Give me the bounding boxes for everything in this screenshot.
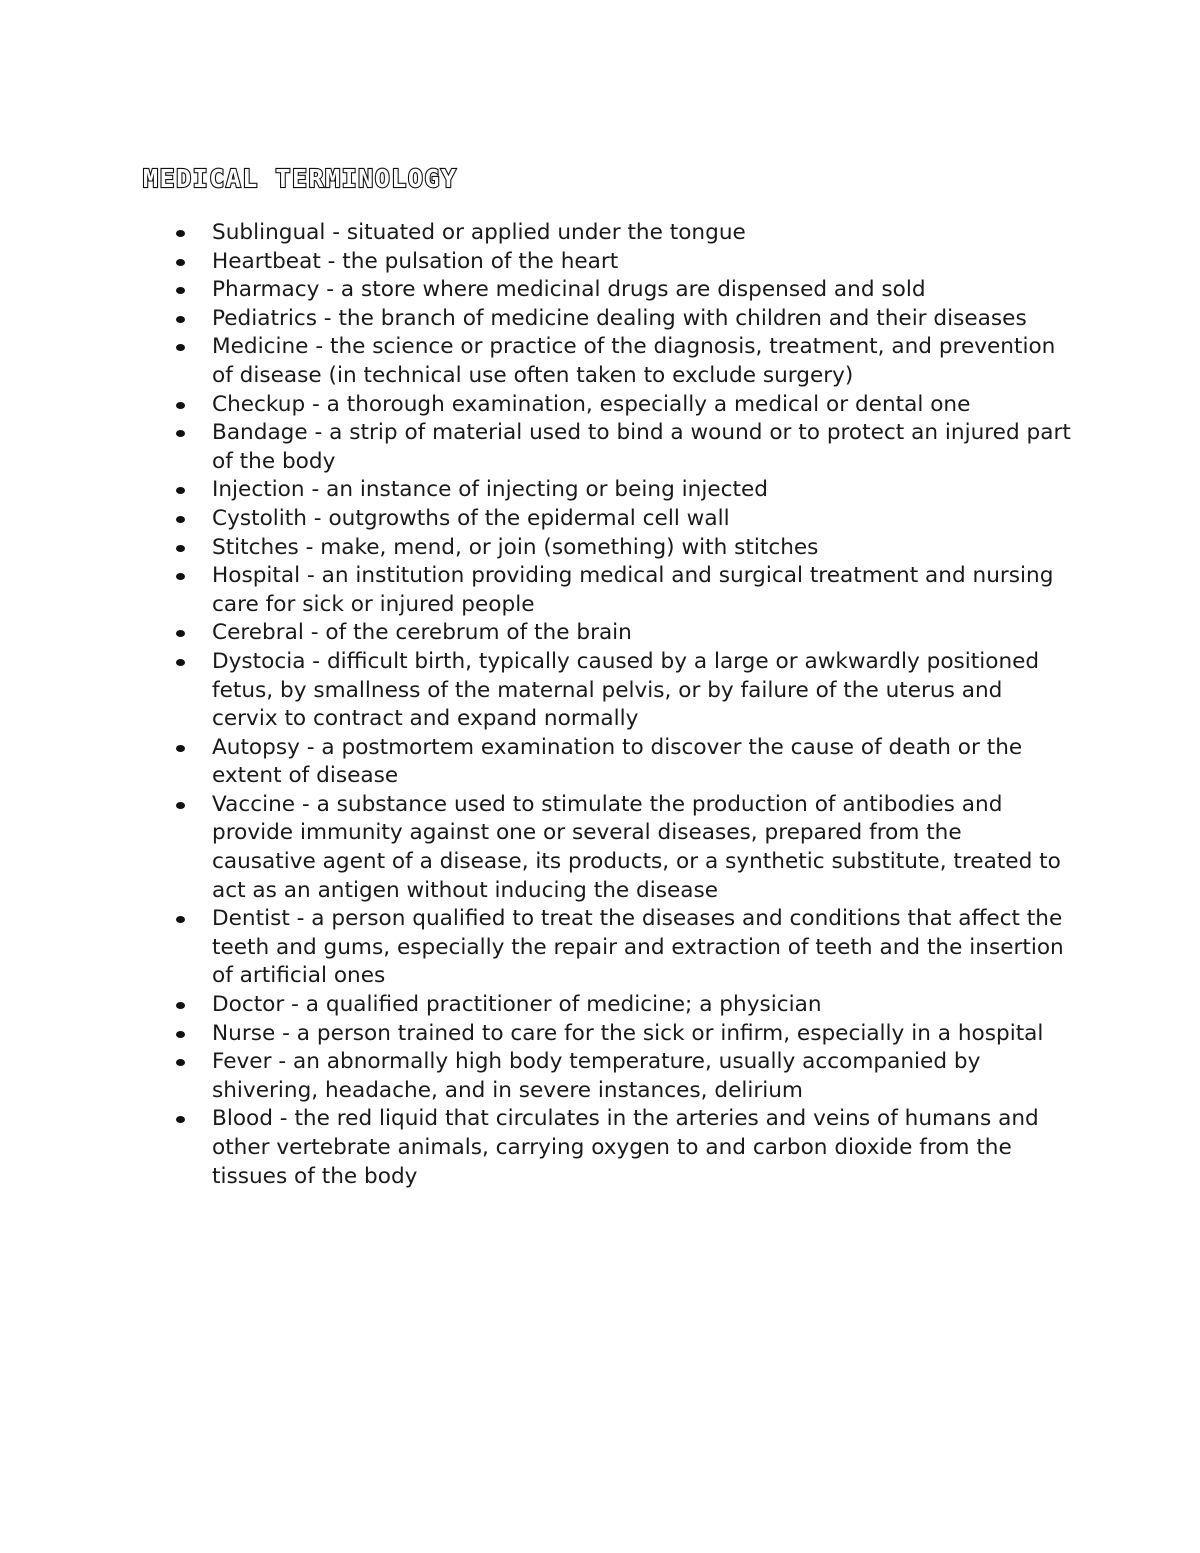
list-item: [212, 905, 1072, 991]
list-item: [212, 419, 1072, 476]
bullet-icon: [176, 1002, 185, 1009]
list-item-text: Sublingual - situated or applied under the tongue: [212, 220, 746, 245]
bullet-icon: [176, 287, 185, 294]
list-item: [212, 534, 1072, 563]
list-item-text: Blood - the red liquid that circulates in the arteries and veins of humans and other vertebrate animals, carrying oxygen to and carbon dioxide from the tissues of the body: [212, 1106, 1039, 1189]
bullet-icon: [176, 316, 185, 323]
list-item-text: Nurse - a person trained to care for the sick or infirm, especially in a hospital: [212, 1020, 1044, 1046]
list-item-text: Injection - an instance of injecting or being injected: [212, 477, 768, 503]
list-item-text: Fever - an abnormally high body temperature, usually accompanied by shivering, headache, and in severe instances, delirium: [212, 1049, 981, 1103]
list-item: [212, 476, 1072, 505]
list-item: [212, 1020, 1072, 1049]
bullet-icon: [176, 516, 185, 523]
list-item-text: Medicine - the science or practice of the diagnosis, treatment, and prevention of disease (in technical use often taken to exclude surgery): [212, 334, 1056, 388]
list-item: [212, 991, 1072, 1020]
list-item: [212, 1048, 1072, 1105]
list-item: [212, 791, 1072, 905]
bullet-icon: [176, 230, 185, 237]
bullet-icon: [176, 259, 185, 266]
list-item-text: Cystolith - outgrowths of the epidermal cell wall: [212, 505, 730, 531]
bullet-icon: [176, 487, 185, 494]
bullet-icon: [176, 1116, 185, 1123]
document-title: MEDICAL TERMINOLOGY: [143, 164, 458, 193]
list-item: [212, 1105, 1072, 1191]
list-item-text: Cerebral - of the cerebrum of the brain: [212, 620, 632, 646]
list-item: [212, 219, 1072, 248]
list-item-text: Heartbeat - the pulsation of the heart: [212, 248, 619, 274]
list-item-text: Hospital - an institution providing medical and surgical treatment and nursing care for sick or injured people: [212, 563, 1054, 617]
list-item-text: Stitches - make, mend, or join (something) with stitches: [212, 534, 819, 560]
term-list: [212, 219, 1072, 1191]
bullet-icon: [176, 430, 185, 437]
list-item: [212, 276, 1072, 305]
bullet-icon: [176, 630, 185, 637]
bullet-icon: [176, 1031, 185, 1038]
bullet-icon: [176, 659, 185, 666]
list-item: [212, 648, 1072, 734]
list-item: [212, 619, 1072, 648]
list-item: [212, 505, 1072, 534]
list-item-text: Pharmacy - a store where medicinal drugs are dispensed and sold: [212, 277, 926, 303]
list-item-text: Autopsy - a postmortem examination to discover the cause of death or the extent of disease: [212, 734, 1023, 789]
list-item-text: Checkup - a thorough examination, especially a medical or dental one: [212, 391, 971, 417]
list-item-text: Bandage - a strip of material used to bind a wound or to protect an injured part of the body: [212, 420, 1071, 474]
bullet-icon: [176, 573, 185, 580]
list-item-text: Pediatrics - the branch of medicine dealing with children and their diseases: [212, 305, 1027, 331]
list-item: [212, 248, 1072, 277]
bullet-icon: [176, 745, 185, 752]
bullet-icon: [176, 545, 185, 552]
bullet-icon: [176, 344, 185, 351]
bullet-icon: [176, 402, 185, 409]
bullet-icon: [176, 916, 185, 923]
list-item-text: Dystocia - difficult birth, typically caused by a large or awkwardly positioned fetus, by smallness of the maternal pelvis, or by failure of the uterus and cervix to contract and expand normally: [212, 648, 1040, 732]
list-item: [212, 333, 1072, 390]
list-item: [212, 734, 1072, 791]
list-item-text: Dentist - a person qualified to treat the diseases and conditions that affect the teeth and gums, especially the repair and extraction of teeth and the insertion of artificial ones: [212, 906, 1064, 989]
list-item-text: Vaccine - a substance used to stimulate the production of antibodies and provide immunity against one or several diseases, prepared from the causative agent of a disease, its products, or a synthetic substitute, treated to act as an antigen without inducing the disease: [212, 791, 1061, 903]
bullet-icon: [176, 1059, 185, 1066]
list-item: [212, 562, 1072, 619]
bullet-icon: [176, 802, 185, 809]
list-item-text: Doctor - a qualified practitioner of medicine; a physician: [212, 992, 822, 1018]
list-item: [212, 391, 1072, 420]
list-item: [212, 305, 1072, 334]
